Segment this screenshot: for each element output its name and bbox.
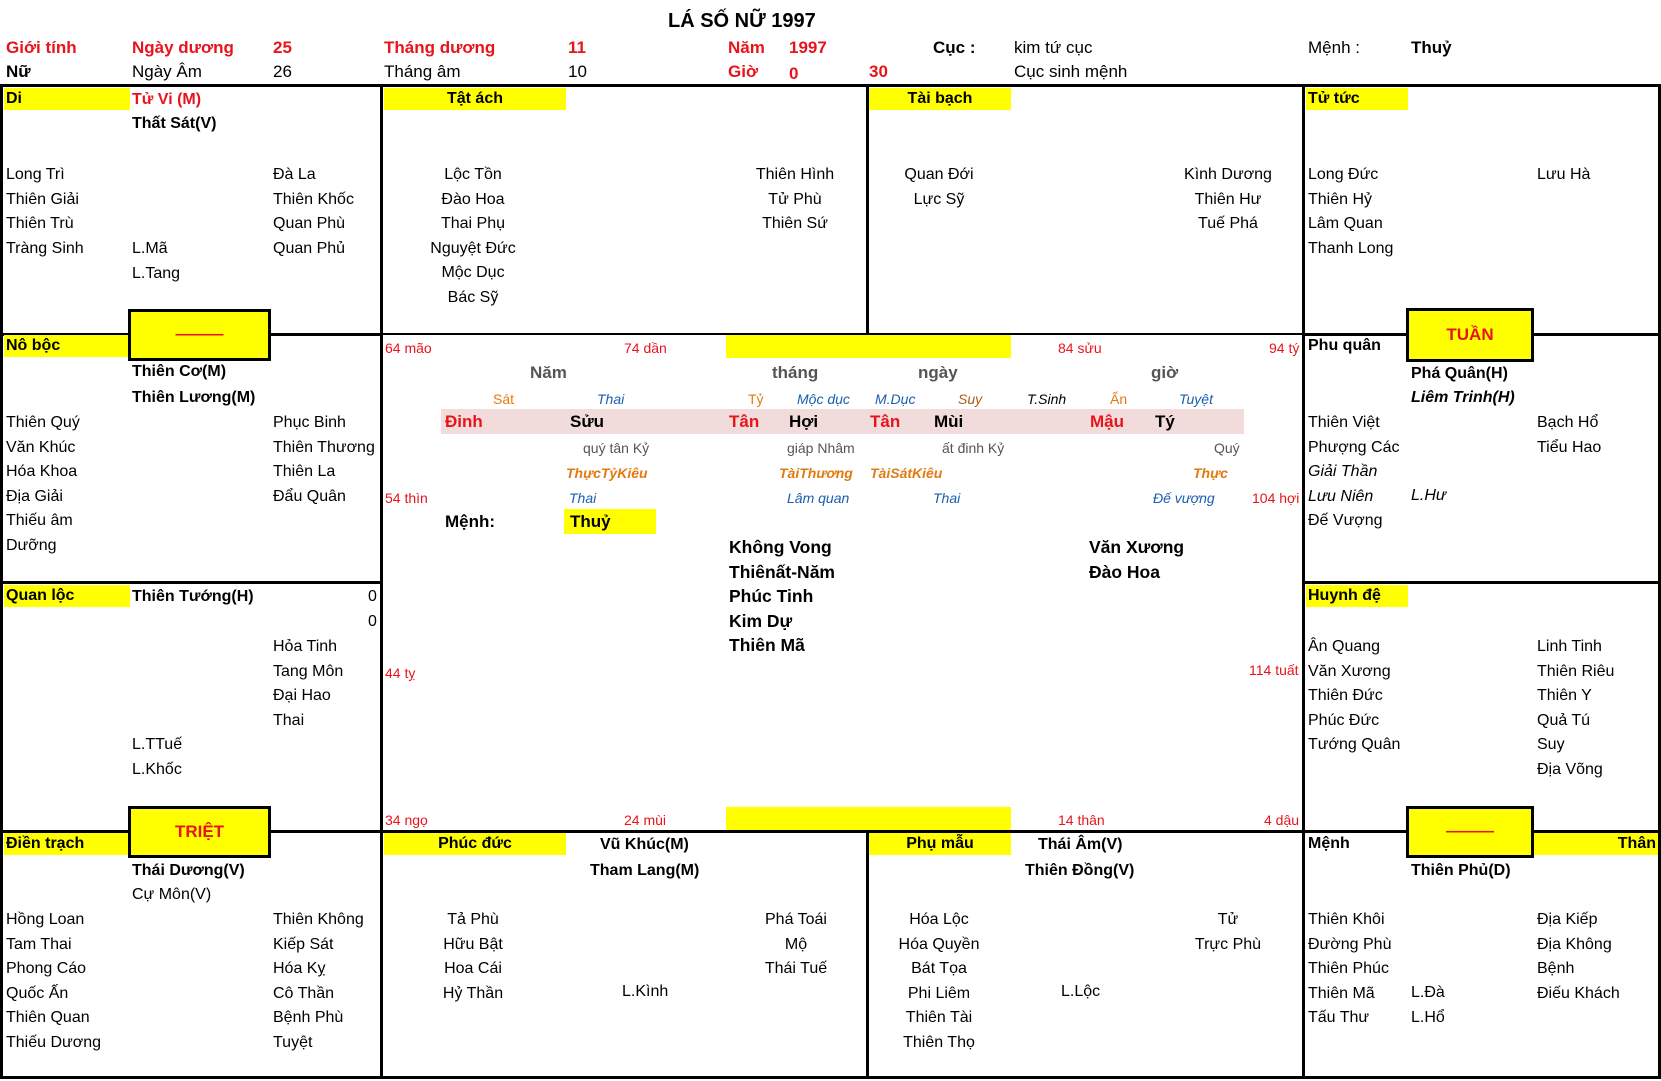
age-14: 14 thân bbox=[1058, 812, 1105, 828]
palace-tat-ach-star: Lộc Tồn bbox=[444, 166, 502, 183]
stage-nam: Thai bbox=[569, 490, 597, 506]
palace-no-boc-right: Thiên La bbox=[273, 463, 336, 480]
palace-phuc-duc-mid: L.Kình bbox=[622, 983, 669, 1000]
label-an: Ấn bbox=[1110, 391, 1128, 407]
chi-hoi: Hợi bbox=[789, 412, 819, 431]
palace-phu-mau-main-1: Thái Âm(V) bbox=[1038, 836, 1123, 853]
nam-value: 1997 bbox=[789, 38, 827, 57]
thap-than-ngay: TàiSátKiêu bbox=[870, 465, 943, 481]
center-star: Kim Dự bbox=[729, 610, 793, 631]
palace-huynh-de-star: Văn Xương bbox=[1308, 662, 1391, 680]
palace-quan-loc-right: Tang Môn bbox=[273, 662, 344, 680]
palace-phuc-duc-main-2: Tham Lang(M) bbox=[590, 862, 700, 879]
grid-line-top bbox=[0, 84, 1661, 87]
palace-menh-star: Thiên Khôi bbox=[1308, 911, 1385, 928]
age-34: 34 ngọ bbox=[385, 812, 428, 828]
palace-phu-quan-star: Phượng Các bbox=[1308, 438, 1400, 456]
palace-phuc-duc-star: Hữu Bật bbox=[443, 935, 503, 953]
age-104: 104 hợi bbox=[1252, 490, 1300, 506]
center-yellow-bar-top bbox=[726, 335, 1011, 358]
palace-no-boc-main-1: Thiên Cơ(M) bbox=[132, 363, 227, 380]
palace-dien-trach-right: Kiếp Sát bbox=[273, 935, 334, 953]
palace-tai-bach-right: Kình Dương bbox=[1184, 166, 1272, 183]
center-star-right: Đào Hoa bbox=[1089, 561, 1160, 582]
palace-menh-star: Thiên Phúc bbox=[1308, 960, 1389, 977]
tuan-box: TUẦN bbox=[1406, 308, 1534, 362]
age-114: 114 tuất bbox=[1249, 662, 1299, 678]
palace-tai-bach-right: Tuế Phá bbox=[1198, 215, 1258, 232]
palace-phu-mau-star: Bát Tọa bbox=[911, 960, 967, 977]
center-star-right: Văn Xương bbox=[1089, 537, 1185, 557]
palace-tat-ach-star: Đào Hoa bbox=[441, 190, 505, 208]
palace-menh-star: Tấu Thư bbox=[1308, 1009, 1370, 1026]
thap-than-thang: TàiThương bbox=[779, 465, 853, 481]
palace-menh-name: Mệnh bbox=[1308, 835, 1350, 852]
palace-phu-quan-star: Lưu Niên bbox=[1308, 487, 1374, 505]
stage-gio: Đế vượng bbox=[1153, 490, 1215, 506]
quan-loc-zero-1: 0 bbox=[368, 588, 377, 605]
palace-dien-trach-star: Thiên Quan bbox=[6, 1009, 90, 1026]
palace-menh-right: Bệnh bbox=[1537, 960, 1575, 977]
palace-menh-mid: L.Đà bbox=[1411, 984, 1445, 1001]
palace-dien-trach-right: Thiên Không bbox=[273, 911, 364, 928]
palace-di-star: Thiên Giải bbox=[6, 190, 79, 208]
palace-menh-right: Địa Không bbox=[1537, 935, 1612, 953]
palace-phuc-duc-right: Thái Tuế bbox=[764, 960, 828, 977]
center-star: Thiênất-Năm bbox=[729, 561, 835, 582]
thang-am-label: Tháng âm bbox=[384, 62, 461, 81]
palace-phu-mau-star: Phi Liêm bbox=[907, 984, 971, 1002]
center-star: Không Vong bbox=[729, 537, 832, 557]
age-84: 84 sửu bbox=[1058, 340, 1102, 356]
menh-empty-box: ——— bbox=[1406, 806, 1534, 858]
palace-phu-mau-right: Tử bbox=[1217, 911, 1239, 928]
palace-di-right: Thiên Khốc bbox=[273, 190, 354, 208]
palace-phuc-duc-right: Mộ bbox=[784, 935, 808, 953]
palace-quan-loc-name: Quan lộc bbox=[4, 585, 130, 607]
palace-no-boc-name: Nô bộc bbox=[4, 335, 130, 357]
palace-tu-tuc-star: Thanh Long bbox=[1308, 239, 1394, 257]
gio-value: 0 bbox=[789, 64, 799, 83]
col-ngay: ngày bbox=[918, 363, 958, 382]
palace-di-mid: L.Mã bbox=[132, 240, 168, 257]
palace-di-mid: L.Tang bbox=[132, 264, 181, 282]
palace-phu-mau-star: Hóa Lộc bbox=[909, 911, 969, 928]
chi-ty: Tý bbox=[1155, 412, 1175, 431]
palace-no-boc-star: Dưỡng bbox=[6, 536, 57, 554]
palace-huynh-de-star: Phúc Đức bbox=[1308, 711, 1380, 729]
palace-di-main-2: Thất Sát(V) bbox=[132, 115, 217, 132]
palace-dien-trach-star: Hồng Loan bbox=[6, 911, 85, 928]
label-tuyet: Tuyệt bbox=[1179, 391, 1213, 407]
palace-phuc-duc-star: Hoa Cái bbox=[444, 960, 502, 977]
tang-can-gio: Quý bbox=[1214, 440, 1240, 456]
center-star: Phúc Tinh bbox=[729, 586, 814, 606]
can-tan-1: Tân bbox=[729, 412, 760, 431]
center-star: Thiên Mã bbox=[729, 635, 805, 655]
palace-phu-quan-star: Thiên Việt bbox=[1308, 414, 1380, 431]
palace-quan-loc-main: Thiên Tướng(H) bbox=[132, 588, 254, 605]
age-44: 44 tỵ bbox=[385, 665, 416, 681]
palace-dien-trach-main-2: Cự Môn(V) bbox=[132, 886, 212, 903]
label-ty: Tỷ bbox=[748, 391, 764, 407]
age-94: 94 tý bbox=[1269, 340, 1300, 356]
grid-line-bottom bbox=[0, 1076, 1661, 1079]
palace-no-boc-right: Thiên Thương bbox=[273, 438, 375, 456]
palace-tat-ach-star: Thai Phụ bbox=[440, 215, 506, 232]
palace-dien-trach-right: Hóa Kỵ bbox=[273, 960, 326, 977]
label-m-duc: M.Dục bbox=[875, 391, 916, 407]
palace-huynh-de-right: Suy bbox=[1537, 736, 1565, 753]
chi-suu: Sửu bbox=[570, 412, 605, 431]
col-gio: giờ bbox=[1151, 363, 1179, 382]
thang-duong-label: Tháng dương bbox=[384, 38, 496, 57]
palace-no-boc-right: Đẩu Quân bbox=[273, 487, 346, 505]
palace-menh-mid: L.Hổ bbox=[1411, 1008, 1445, 1026]
palace-dien-trach-right: Cô Thần bbox=[273, 984, 335, 1002]
palace-phu-mau-star: Hóa Quyền bbox=[898, 935, 980, 953]
palace-dien-trach-right: Tuyệt bbox=[273, 1033, 313, 1051]
cuc-sinh: Cục sinh mệnh bbox=[1014, 62, 1128, 81]
palace-quan-loc-mid: L.TTuế bbox=[132, 736, 183, 753]
palace-no-boc-star: Thiên Quý bbox=[6, 414, 80, 431]
palace-huynh-de-right: Thiên Y bbox=[1537, 687, 1592, 704]
palace-menh-right: Điếu Khách bbox=[1537, 984, 1620, 1002]
ngay-am-value: 26 bbox=[273, 62, 292, 81]
palace-phu-quan-mid: L.Hư bbox=[1411, 487, 1447, 504]
palace-di-right: Quan Phù bbox=[273, 215, 346, 232]
label-thai-1: Thai bbox=[597, 391, 625, 407]
palace-tai-bach-right: Thiên Hư bbox=[1194, 190, 1262, 208]
palace-tu-tuc-right: Lưu Hà bbox=[1537, 166, 1591, 183]
label-sat: Sát bbox=[493, 391, 515, 407]
palace-dien-trach-star: Phong Cáo bbox=[6, 960, 87, 977]
palace-phu-mau-mid: L.Lộc bbox=[1061, 983, 1101, 1000]
nam-label: Năm bbox=[728, 38, 765, 57]
page-title: LÁ SỐ NỮ 1997 bbox=[668, 10, 816, 32]
palace-phu-quan-name: Phu quân bbox=[1308, 337, 1381, 354]
quan-loc-zero-2: 0 bbox=[368, 613, 377, 630]
col-nam: Năm bbox=[530, 363, 567, 382]
palace-huynh-de-right: Thiên Riêu bbox=[1537, 662, 1615, 680]
col-thang: tháng bbox=[772, 363, 819, 382]
palace-huynh-de-star: Tướng Quân bbox=[1308, 736, 1401, 753]
palace-tat-ach-star: Mộc Dục bbox=[441, 264, 505, 281]
palace-phuc-duc-star: Tả Phù bbox=[447, 911, 499, 928]
palace-no-boc-star: Văn Khúc bbox=[6, 438, 76, 456]
palace-phuc-duc-right: Phá Toái bbox=[765, 911, 827, 928]
palace-dien-trach-name: Điền trạch bbox=[4, 833, 130, 855]
palace-tu-tuc-star: Thiên Hỷ bbox=[1308, 190, 1373, 208]
can-dinh: Đinh bbox=[445, 412, 483, 431]
palace-menh-star: Thiên Mã bbox=[1308, 984, 1375, 1002]
palace-phuc-duc-name: Phúc đức bbox=[384, 833, 566, 855]
palace-menh-right: Địa Kiếp bbox=[1537, 911, 1598, 928]
palace-huynh-de-star: Thiên Đức bbox=[1308, 687, 1383, 704]
age-74: 74 dần bbox=[624, 340, 667, 356]
thap-than-gio: Thực bbox=[1193, 465, 1228, 481]
palace-tat-ach-star: Nguyệt Đức bbox=[430, 239, 516, 257]
palace-dien-trach-star: Tam Thai bbox=[6, 935, 72, 953]
tang-can-nam: quý tân Kỷ bbox=[583, 440, 650, 456]
ngay-duong-value: 25 bbox=[273, 38, 292, 57]
age-64: 64 mão bbox=[385, 340, 432, 356]
palace-dien-trach-right: Bệnh Phù bbox=[273, 1009, 344, 1026]
cuc-value: kim tứ cục bbox=[1014, 38, 1093, 57]
gioi-tinh-label: Giới tính bbox=[6, 38, 77, 57]
palace-huynh-de-right: Linh Tinh bbox=[1537, 638, 1602, 655]
palace-dien-trach-star: Thiếu Dương bbox=[6, 1033, 102, 1051]
palace-huynh-de-name: Huynh đệ bbox=[1306, 585, 1408, 607]
tang-can-thang: giáp Nhâm bbox=[787, 440, 855, 456]
palace-quan-loc-right: Hỏa Tinh bbox=[273, 638, 338, 655]
chi-mui: Mùi bbox=[934, 412, 964, 431]
grid-line-h2-left bbox=[0, 581, 382, 584]
palace-phu-quan-star: Giải Thần bbox=[1308, 463, 1378, 480]
menh-label: Mệnh : bbox=[1308, 38, 1360, 57]
palace-phu-quan-right: Bạch Hổ bbox=[1537, 414, 1599, 431]
palace-tat-ach-star: Bác Sỹ bbox=[447, 288, 499, 306]
palace-phu-quan-right: Tiểu Hao bbox=[1537, 438, 1602, 456]
palace-di-main-1: Tử Vi (M) bbox=[132, 91, 202, 108]
thang-duong-value: 11 bbox=[568, 38, 586, 57]
grid-line-v1 bbox=[380, 84, 383, 1079]
palace-tu-tuc-star: Lâm Quan bbox=[1308, 215, 1383, 232]
gioi-tinh-value: Nữ bbox=[6, 62, 31, 81]
palace-tat-ach-right: Thiên Hình bbox=[755, 166, 835, 183]
palace-phu-mau-main-2: Thiên Đồng(V) bbox=[1025, 862, 1135, 879]
palace-tai-bach-star: Quan Đới bbox=[904, 166, 974, 183]
palace-menh-star: Đường Phù bbox=[1308, 935, 1392, 953]
palace-huynh-de-star: Ân Quang bbox=[1308, 638, 1381, 655]
triet-box: TRIỆT bbox=[128, 806, 271, 858]
palace-tai-bach-name: Tài bạch bbox=[869, 88, 1011, 110]
palace-tat-ach-name: Tật ách bbox=[384, 88, 566, 110]
palace-quan-loc-right: Thai bbox=[273, 711, 305, 729]
palace-tat-ach-right: Tử Phù bbox=[768, 190, 822, 208]
grid-line-h2-right bbox=[1303, 581, 1661, 584]
age-54: 54 thìn bbox=[385, 490, 428, 506]
palace-no-boc-star: Địa Giải bbox=[6, 487, 63, 505]
palace-tat-ach-right: Thiên Sứ bbox=[762, 215, 828, 232]
palace-dien-trach-star: Quốc Ấn bbox=[6, 984, 69, 1002]
palace-quan-loc-mid: L.Khốc bbox=[132, 760, 182, 778]
palace-no-boc-star: Hóa Khoa bbox=[6, 463, 78, 480]
grid-line-v3 bbox=[1302, 84, 1305, 1079]
palace-di-star: Thiên Trù bbox=[6, 215, 74, 232]
palace-di-star: Tràng Sinh bbox=[6, 239, 84, 257]
palace-no-boc-star: Thiếu âm bbox=[6, 512, 73, 529]
palace-phu-mau-star: Thiên Thọ bbox=[903, 1033, 975, 1051]
palace-di-star: Long Trì bbox=[6, 166, 65, 183]
grid-line-v2-bottom bbox=[866, 830, 869, 1079]
palace-di-name: Di bbox=[4, 88, 130, 110]
palace-menh-main: Thiên Phủ(D) bbox=[1411, 862, 1511, 879]
thang-am-value: 10 bbox=[568, 62, 587, 81]
palace-phu-quan-main-2: Liêm Trinh(H) bbox=[1411, 389, 1515, 406]
can-mau: Mậu bbox=[1090, 412, 1124, 431]
menh-value: Thuỷ bbox=[1411, 38, 1452, 57]
no-boc-empty-box: ——— bbox=[128, 309, 271, 361]
palace-di-right: Đà La bbox=[273, 166, 316, 183]
palace-phuc-duc-star: Hỷ Thần bbox=[442, 984, 504, 1002]
palace-dien-trach-main: Thái Dương(V) bbox=[132, 862, 245, 879]
palace-tai-bach-star: Lực Sỹ bbox=[913, 190, 965, 208]
grid-line-left bbox=[0, 84, 3, 1079]
age-24: 24 mùi bbox=[624, 812, 667, 828]
palace-no-boc-right: Phục Binh bbox=[273, 414, 346, 431]
palace-phuc-duc-main-1: Vũ Khúc(M) bbox=[600, 836, 689, 853]
stage-ngay: Thai bbox=[933, 490, 961, 506]
stage-thang: Lâm quan bbox=[787, 490, 850, 506]
center-yellow-bar-bottom bbox=[726, 807, 1011, 830]
palace-phu-quan-main-1: Phá Quân(H) bbox=[1411, 365, 1508, 382]
ngay-duong-label: Ngày dương bbox=[132, 38, 234, 57]
palace-phu-mau-right: Trực Phù bbox=[1194, 935, 1262, 953]
age-4: 4 dậu bbox=[1264, 812, 1300, 828]
gio-label: Giờ bbox=[728, 62, 759, 81]
palace-di-right: Quan Phủ bbox=[273, 239, 346, 257]
thap-than-nam: ThựcTỷKiêu bbox=[566, 465, 648, 481]
palace-tu-tuc-name: Tử tức bbox=[1306, 88, 1408, 110]
palace-tu-tuc-star: Long Đức bbox=[1308, 166, 1379, 183]
tang-can-ngay: ất đinh Kỷ bbox=[942, 440, 1005, 456]
palace-quan-loc-right: Đại Hao bbox=[273, 687, 331, 704]
palace-phu-mau-name: Phụ mẫu bbox=[869, 833, 1011, 855]
label-suy: Suy bbox=[958, 391, 983, 407]
can-tan-2: Tân bbox=[870, 412, 901, 431]
palace-huynh-de-right: Địa Võng bbox=[1537, 760, 1603, 778]
center-menh-value: Thuỷ bbox=[564, 509, 656, 534]
center-menh-label: Mệnh: bbox=[445, 512, 496, 531]
gio-minute: 30 bbox=[869, 62, 888, 81]
cuc-label: Cục : bbox=[933, 38, 976, 57]
palace-no-boc-main-2: Thiên Lương(M) bbox=[132, 389, 256, 406]
label-moc-duc: Mộc dục bbox=[797, 391, 850, 407]
grid-line-v2-top bbox=[866, 84, 869, 335]
than-label: Thân bbox=[1534, 833, 1658, 855]
ngay-am-label: Ngày Âm bbox=[132, 62, 202, 81]
palace-phu-quan-star: Đế Vượng bbox=[1308, 512, 1383, 529]
palace-huynh-de-right: Quả Tú bbox=[1537, 711, 1591, 729]
label-t-sinh: T.Sinh bbox=[1027, 391, 1067, 407]
palace-phu-mau-star: Thiên Tài bbox=[905, 1009, 973, 1026]
